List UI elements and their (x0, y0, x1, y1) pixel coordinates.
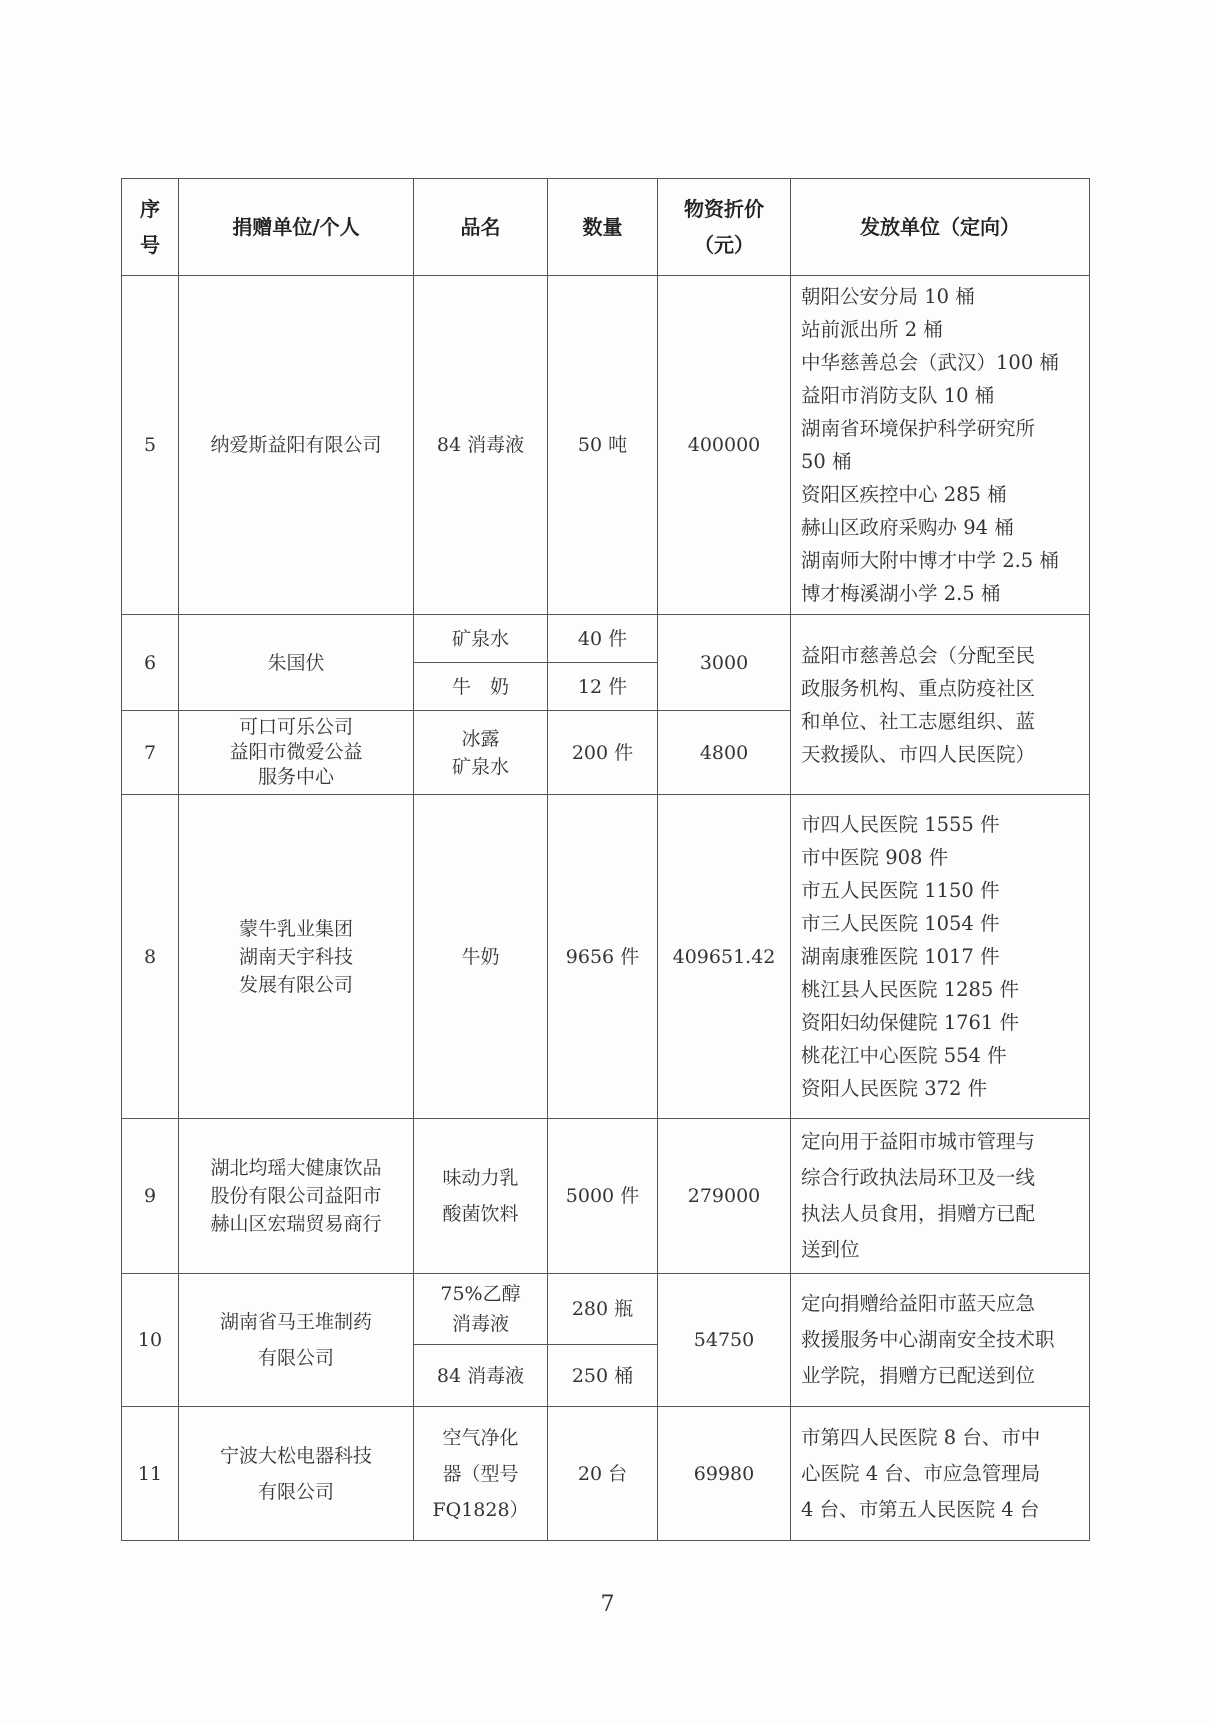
text-line: 综合行政执法局环卫及一线 (801, 1166, 1036, 1189)
row-value: 3000 (658, 615, 791, 711)
text-line: 50 桶 (801, 450, 852, 473)
text-line: 市第四人民医院 8 台、市中 (801, 1425, 1041, 1449)
text-line: 赫山区宏瑞贸易商行 (210, 1213, 382, 1235)
header-value: 物资折价 （元） (658, 179, 791, 276)
text-line: FQ1828） (432, 1498, 529, 1521)
row-qty: 20 台 (548, 1407, 658, 1541)
text-line: 定向用于益阳市城市管理与 (801, 1130, 1036, 1153)
text-line: 定向捐赠给益阳市蓝天应急 (801, 1292, 1036, 1315)
text-line: 执法人员食用，捐赠方已配 (801, 1202, 1036, 1225)
header-dist: 发放单位（定向） (791, 179, 1090, 276)
row-value: 54750 (658, 1274, 791, 1407)
row-no: 11 (122, 1407, 179, 1541)
text-line: 味动力乳 (442, 1167, 519, 1189)
text-line: 空气净化 (442, 1426, 519, 1449)
table-row (122, 615, 1090, 663)
text-line: 资阳区疾控中心 285 桶 (801, 483, 1007, 506)
text-line: 服务中心 (257, 766, 334, 788)
row-dist (791, 615, 1090, 795)
text-line: 桃花江中心医院 554 件 (801, 1044, 1007, 1067)
table-row (122, 1274, 1090, 1345)
text-line: 资阳人民医院 372 件 (801, 1077, 988, 1100)
text-line: 蒙牛乳业集团 (238, 917, 353, 940)
row-qty: 280 瓶 (548, 1274, 658, 1345)
text-line: 救援服务中心湖南安全技术职 (801, 1328, 1055, 1351)
text-line: 站前派出所 2 桶 (801, 318, 943, 341)
row-donor (179, 1119, 414, 1274)
table-row (122, 1119, 1090, 1274)
text-line: 器（型号 (442, 1462, 519, 1485)
row-qty: 250 桶 (548, 1345, 658, 1407)
row-donor (179, 1407, 414, 1541)
row-qty: 9656 件 (548, 795, 658, 1119)
text-line: 湖南省环境保护科学研究所 (801, 417, 1036, 440)
row-no: 10 (122, 1274, 179, 1407)
row-dist (791, 276, 1090, 615)
header-row (122, 179, 1090, 276)
row-donor (179, 1274, 414, 1407)
row-qty: 200 件 (548, 711, 658, 795)
text-line: 湖北均瑶大健康饮品 (210, 1157, 382, 1179)
text-line: 益阳市消防支队 10 桶 (801, 384, 995, 407)
row-no: 9 (122, 1119, 179, 1274)
text-line: 赫山区政府采购办 94 桶 (801, 516, 1014, 539)
text-line: 75%乙醇 (440, 1283, 521, 1305)
page-number: 7 (600, 1592, 615, 1617)
text-line: 心医院 4 台、市应急管理局 (801, 1461, 1041, 1485)
header-qty: 数量 (548, 179, 658, 276)
header-no: 序 号 (122, 179, 179, 276)
row-donor: 朱国伏 (179, 615, 414, 711)
row-item (414, 711, 548, 795)
row-item (414, 1274, 548, 1345)
text-line: 有限公司 (257, 1347, 334, 1369)
text-line: 和单位、社工志愿组织、蓝 (801, 709, 1036, 733)
text-line: 冰露 (461, 727, 500, 750)
row-dist (791, 1407, 1090, 1541)
row-item: 84 消毒液 (414, 1345, 548, 1407)
text-line: 天救援队、市四人民医院） (801, 742, 1036, 766)
row-item: 84 消毒液 (414, 276, 548, 615)
text-line: 益阳市慈善总会（分配至民 (801, 643, 1036, 667)
text-line: 市中医院 908 件 (801, 846, 949, 869)
text-line: 益阳市微爱公益 (229, 741, 363, 763)
row-value: 279000 (658, 1119, 791, 1274)
row-value: 409651.42 (658, 795, 791, 1119)
text-line: 桃江县人民医院 1285 件 (801, 978, 1020, 1001)
row-no: 8 (122, 795, 179, 1119)
text-line: 湖南省马王堆制药 (219, 1311, 372, 1333)
text-line: 股份有限公司益阳市 (210, 1185, 382, 1207)
row-qty: 12 件 (548, 663, 658, 711)
row-item: 矿泉水 (414, 615, 548, 663)
row-dist (791, 1274, 1090, 1407)
row-item (414, 1407, 548, 1541)
row-value: 4800 (658, 711, 791, 795)
row-donor (179, 711, 414, 795)
text-line: 可口可乐公司 (238, 716, 353, 738)
row-value: 400000 (658, 276, 791, 615)
text-line: 湖南天宇科技 (238, 945, 353, 968)
row-item (414, 1119, 548, 1274)
text-line: 酸菌饮料 (442, 1203, 519, 1225)
header-donor: 捐赠单位/个人 (179, 179, 414, 276)
table-row (122, 795, 1090, 1119)
text-line: 矿泉水 (451, 755, 509, 778)
row-no: 7 (122, 711, 179, 795)
donation-table (121, 178, 1090, 1541)
text-line: 4 台、市第五人民医院 4 台 (801, 1497, 1040, 1521)
row-qty: 40 件 (548, 615, 658, 663)
row-no: 5 (122, 276, 179, 615)
text-line: 湖南师大附中博才中学 2.5 桶 (801, 549, 1059, 572)
row-item: 牛 奶 (414, 663, 548, 711)
text-line: 宁波大松电器科技 (219, 1444, 372, 1467)
text-line: 博才梅溪湖小学 2.5 桶 (801, 582, 1001, 605)
row-no: 6 (122, 615, 179, 711)
text-line: 政服务机构、重点防疫社区 (801, 676, 1036, 700)
row-qty: 5000 件 (548, 1119, 658, 1274)
text-line: 湖南康雅医院 1017 件 (801, 945, 1000, 968)
text-line: 中华慈善总会（武汉）100 桶 (801, 351, 1059, 374)
text-line: 消毒液 (451, 1313, 509, 1335)
table-row (122, 1407, 1090, 1541)
text-line: 市四人民医院 1555 件 (801, 813, 1000, 836)
text-line: 送到位 (801, 1238, 860, 1261)
row-item: 牛奶 (414, 795, 548, 1119)
row-dist (791, 1119, 1090, 1274)
text-line: 市五人民医院 1150 件 (801, 879, 1000, 902)
row-dist (791, 795, 1090, 1119)
text-line: 业学院，捐赠方已配送到位 (801, 1364, 1036, 1387)
text-line: 市三人民医院 1054 件 (801, 912, 1000, 935)
text-line: 有限公司 (257, 1480, 334, 1503)
header-item: 品名 (414, 179, 548, 276)
text-line: 资阳妇幼保健院 1761 件 (801, 1011, 1020, 1034)
table-row (122, 276, 1090, 615)
text-line: 发展有限公司 (238, 973, 353, 996)
row-qty: 50 吨 (548, 276, 658, 615)
text-line: 朝阳公安分局 10 桶 (801, 285, 975, 308)
row-value: 69980 (658, 1407, 791, 1541)
row-donor (179, 795, 414, 1119)
row-donor: 纳爱斯益阳有限公司 (179, 276, 414, 615)
